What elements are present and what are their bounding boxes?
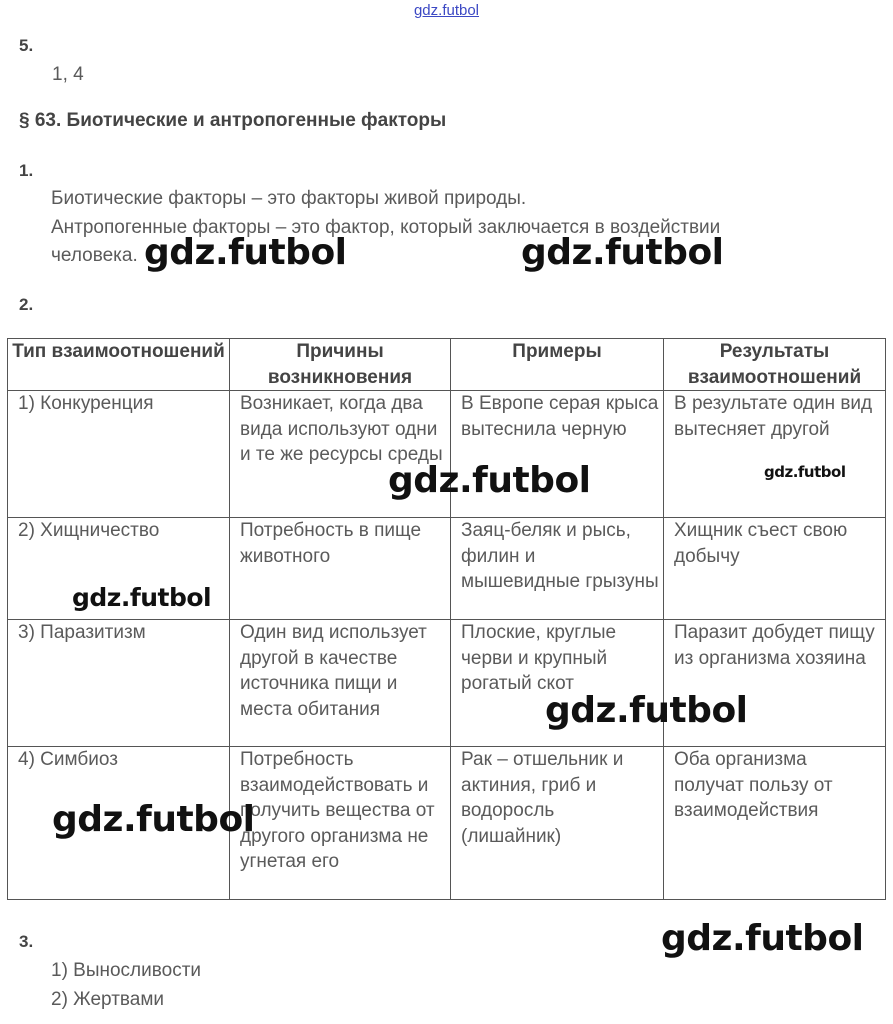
question-1-line-2: Антропогенные факторы – это фактор, который заключается в воздействии	[51, 217, 721, 238]
watermark: gdz.futbol	[52, 799, 255, 840]
watermark: gdz.futbol	[545, 690, 748, 731]
question-1-number: 1.	[19, 161, 34, 180]
table-cell: В Европе серая крыса вытеснила черную	[451, 391, 664, 518]
table-cell: Оба организма получат пользу от взаимодействия	[664, 747, 886, 900]
question-3-number: 3.	[19, 932, 34, 951]
watermark: gdz.futbol	[388, 460, 591, 501]
table-cell: В результате один вид вытесняет другой	[664, 391, 886, 518]
table-cell: 3) Паразитизм	[8, 620, 230, 747]
watermark: gdz.futbol	[144, 232, 347, 273]
question-1-line-1: Биотические факторы – это факторы живой природы.	[51, 188, 527, 209]
watermark: gdz.futbol	[764, 463, 846, 481]
watermark: gdz.futbol	[661, 918, 864, 959]
table-cell: Хищник съест свою добычу	[664, 518, 886, 620]
table-cell: 1) Конкуренция	[8, 391, 230, 518]
watermark: gdz.futbol	[72, 583, 212, 612]
table-cell: Рак – отшельник и актиния, гриб и водоросль (лишайник)	[451, 747, 664, 900]
watermark: gdz.futbol	[521, 232, 724, 273]
table-header-row	[8, 339, 886, 391]
question-5-number: 5.	[19, 36, 34, 55]
question-1-line-3: человека.	[51, 245, 138, 266]
table-cell: 2) Хищничество	[8, 518, 230, 620]
header-cell: Результаты взаимоотношений	[664, 339, 886, 391]
table-cell: Возникает, когда два вида используют одни и те же ресурсы среды	[230, 391, 451, 518]
header-cell: Примеры	[451, 339, 664, 391]
table-cell: Плоские, круглые черви и крупный рогатый скот	[451, 620, 664, 747]
top-watermark-link[interactable]: gdz.futbol	[413, 2, 480, 19]
table-cell: 4) Симбиоз	[8, 747, 230, 900]
question-5-answer: 1, 4	[52, 64, 84, 85]
table-row	[8, 620, 886, 747]
question-2-number: 2.	[19, 295, 34, 314]
table-cell: Паразит добудет пищу из организма хозяина	[664, 620, 886, 747]
question-3-item-2: 2) Жертвами	[51, 989, 165, 1010]
table-cell: Потребность в пище животного	[230, 518, 451, 620]
question-3-item-1: 1) Выносливости	[51, 960, 202, 981]
table-cell: Заяц-беляк и рысь, филин и мышевидные грызуны	[451, 518, 664, 620]
header-cell: Причины возникновения	[230, 339, 451, 391]
table-cell: Потребность взаимодействовать и получить вещества от другого организма не угнетая его	[230, 747, 451, 900]
section-title: § 63. Биотические и антропогенные факторы	[19, 110, 447, 131]
header-cell: Тип взаимоотношений	[8, 339, 230, 391]
table-cell: Один вид использует другой в качестве источника пищи и места обитания	[230, 620, 451, 747]
